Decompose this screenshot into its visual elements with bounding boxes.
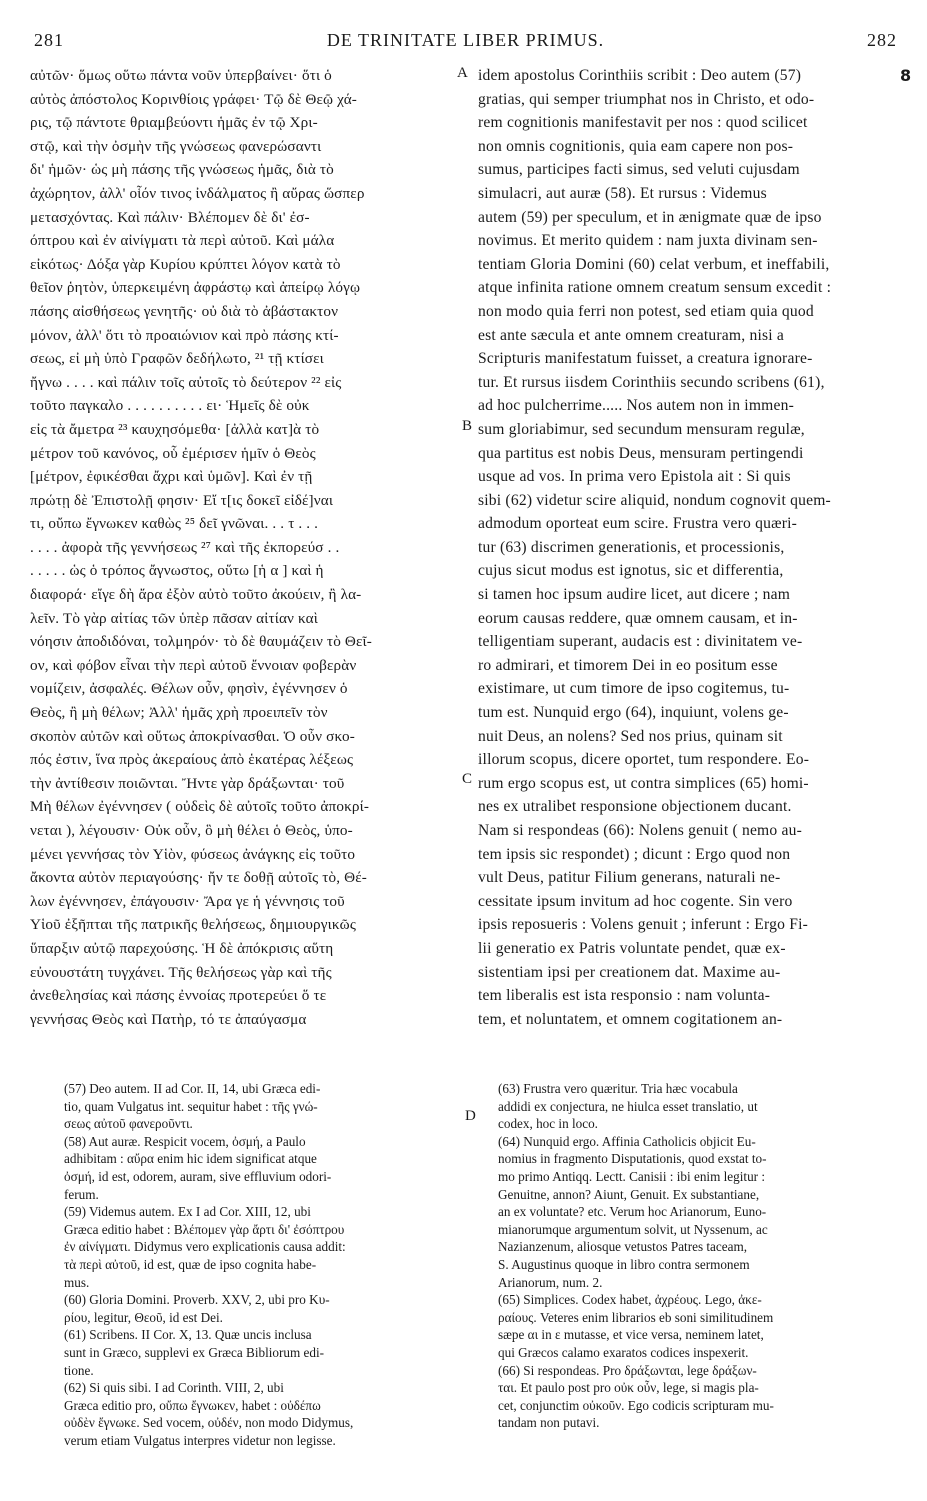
greek-text-line: τι, οὔπω ἔγνωκεν καθὼς ²⁵ δεῖ γνῶναι. . . τ . . . <box>30 515 319 533</box>
greek-text-line: . . . . ἀφορὰ τῆς γεννήσεως ²⁷ καὶ τῆς ἐκπορεύσ . . <box>30 538 340 556</box>
greek-text-line: ἀνεθελησίας καὶ πάσης ἐννοίας προτερεύει ὅ τε <box>30 987 327 1005</box>
greek-text-line: μέτρον τοῦ κανόνος, οὗ ἐμέρισεν ἡμῖν ὁ Θεὸς <box>30 444 316 462</box>
latin-text-line: atque infinita ratione omnem creatum sensum excedit : <box>478 279 832 297</box>
footnote-line: sæpe αι in ε mutasse, et vice versa, neminem latet, <box>498 1327 764 1343</box>
latin-text-line: tur (63) discrimen generationis, et processionis, <box>478 538 785 556</box>
latin-text-line: sistentiam ipsi per creationem dat. Maxime au- <box>478 963 781 981</box>
latin-text-line: nes ex utralibet responsione objectionem ducant. <box>478 798 792 816</box>
latin-text-line: tur. Et rursus iisdem Corinthiis secundo scribens (61), <box>478 373 825 391</box>
footnote-line: ὀσμή, id est, odorem, auram, sive effluvium odori- <box>64 1168 332 1184</box>
greek-text-line: αὐτῶν· ὅμως οὕτω πάντα νοῦν ὑπερβαίνει· ὅτι ὁ <box>30 67 332 84</box>
greek-text-line: μόνον, ἀλλ' ὅτι τὸ προαιώνιον καὶ πρὸ πάσης κτί- <box>30 326 339 344</box>
latin-text-line: autem (59) per speculum, et in ænigmate quæ de ipso <box>478 208 822 226</box>
footnote-line: verum etiam Vulgatus interpres videtur non legisse. <box>64 1432 336 1448</box>
greek-text-line: στῷ, καὶ τὴν ὀσμὴν τῆς γνώσεως φανερώσαντι <box>30 137 322 155</box>
greek-text-line: θεῖον ῥητὸν, ὑπερκειμένη ἀφράστῳ καὶ ἀπείρῳ λόγῳ <box>30 279 361 297</box>
greek-text-line: ὕπαρξιν αὐτῷ παρεχούσης. Ἡ δὲ ἀπόκρισις αὕτη <box>30 939 334 957</box>
footnote-line: ἐν αἰνίγματι. Didymus vero explicationis causa addit: <box>64 1239 346 1255</box>
greek-text-line: αὐτὸς ἀπόστολος Κορινθίοις γράφει· Τῷ δὲ Θεῷ χά- <box>30 90 358 108</box>
latin-text-line: lii generatio ex Patris voluntate pendet, quæ ex- <box>478 939 786 957</box>
footnote-line: Nazianzenum, aliosque vetustos Patres taceam, <box>498 1239 748 1255</box>
greek-text-line: εἰς τὰ ἄμετρα ²³ καυχησόμεθα· [ἀλλὰ κατ]ὰ τὸ <box>30 420 320 438</box>
footnote-line: S. Augustinus quoque in libro contra sermonem <box>498 1256 750 1272</box>
latin-text-line: si tamen hoc ipsum audire licet, aut dicere ; nam <box>478 586 791 604</box>
latin-text-line: tem, et noluntatem, et omnem cogitationem an- <box>478 1010 783 1028</box>
footnote-line: (60) Gloria Domini. Proverb. XXV, 2, ubi pro Κυ- <box>64 1292 330 1308</box>
footnote-line: mus. <box>64 1274 90 1290</box>
footnote-line: mo primo Antiqq. Lectt. Canisii : ibi enim legitur : <box>498 1168 766 1184</box>
greek-text-line: λων ἐγέννησεν, ἐπάγουσιν· Ἄρα γε ἡ γέννησις τοῦ <box>30 892 345 910</box>
latin-text-line: tem liberalis est ista responsio : nam volunta- <box>478 987 771 1005</box>
latin-text-line: sumus, participes facti simus, sed veluti cujusdam <box>478 161 800 179</box>
margin-ornament: 8 <box>900 66 912 85</box>
latin-text-column <box>478 64 893 1031</box>
latin-text-line: simulacri, aut auræ (58). Et rursus : Videmus <box>478 184 767 202</box>
footnote-line: ρίου, legitur, Θεοῦ, id est Dei. <box>64 1309 223 1325</box>
greek-text-column <box>30 64 458 1031</box>
footnote-line: Græca editio habet : Βλέπομεν γὰρ ἄρτι δι' ἐσόπτρου <box>64 1221 345 1237</box>
greek-text-line: πρώτῃ δὲ Ἐπιστολῇ φησιν· Εἴ τ[ις δοκεῖ εἰδέ]ναι <box>30 491 334 509</box>
latin-text-line: Nam si respondeas (66): Nolens genuit ( nemo au- <box>478 822 802 839</box>
greek-text-line: σκοπὸν αὐτῶν καὶ οὕτως ἀποκρίνασθαι. Ὁ οὖν σκο- <box>30 727 355 745</box>
margin-marker-a: A <box>457 65 468 81</box>
footnote-line: (64) Nunquid ergo. Affinia Catholicis objicit Eu- <box>498 1133 756 1149</box>
footnote-line: (58) Aut auræ. Respicit vocem, ὀσμή, a Paulo <box>64 1133 306 1149</box>
greek-text-line: εἰκότως· Δόξα γὰρ Κυρίου κρύπτει λόγον κατὰ τὸ <box>30 255 341 273</box>
greek-text-line: ον, καὶ φόβον εἶναι τὴν περὶ αὐτοῦ ἔννοιαν φοβερὰν <box>30 656 357 674</box>
running-head <box>34 30 897 56</box>
greek-text-line: μετασχόντας. Καὶ πάλιν· Βλέπομεν δὲ δι' ἐσ- <box>30 208 310 226</box>
latin-text-line: sibi (62) videtur scire aliquid, nondum cognovit quem- <box>478 491 831 509</box>
latin-text-line: qua partitus est nobis Deus, mensuram pertingendi <box>478 444 804 462</box>
greek-text-line: διαφορά· εἴγε δὴ ἄρα ἐξὸν αὐτὸ τοῦτο ἀκούειν, ἢ λα- <box>30 586 362 604</box>
greek-text-line: μένει γεννήσας τὸν Υἱὸν, φύσεως ἀνάγκης εἰς τοῦτο <box>30 845 356 863</box>
greek-text-line: εὐνουστάτη τυγχάνει. Τῆς θελήσεως γὰρ καὶ τῆς <box>30 963 332 981</box>
page-number-left: 281 <box>34 30 64 50</box>
footnote-line: (66) Si respondeas. Pro δράξωνται, lege δράξων- <box>498 1362 757 1378</box>
greek-text-line: πάσης αἰσθήσεως γενητῆς· οὐ διὰ τὸ ἀβάστακτον <box>30 302 339 320</box>
greek-text-line: ἤγνω . . . . καὶ πάλιν τοῖς αὐτοῖς τὸ δεύτερον ²² εἰς <box>30 373 342 391</box>
latin-text-line: cessitate ipsum invitum ad hoc cogente. Sin vero <box>478 892 793 910</box>
latin-text-line: cujus sicut modus est ignotus, sic et differentia, <box>478 562 784 580</box>
latin-text-line: existimare, ut cum timore de ipso cogitemus, tu- <box>478 680 790 698</box>
footnote-line: tione. <box>64 1362 94 1378</box>
greek-text-line: λεῖν. Τὸ γὰρ αἰτίας τῶν ὑπὲρ πᾶσαν αἰτίαν καὶ <box>30 609 319 627</box>
latin-text-line: Scripturis manifestatum fuisset, a creatura ignorare- <box>478 350 813 368</box>
greek-text-line: τοῦτο παγκαλο . . . . . . . . . . ει· Ἡμεῖς δὲ οὐκ <box>30 397 310 415</box>
margin-marker-d: D <box>465 1108 476 1124</box>
latin-text-line: vult Deus, patitur Filium generans, naturali ne- <box>478 869 781 887</box>
footnote-line: codex, hoc in loco. <box>498 1116 598 1132</box>
footnote-line: nomius in fragmento Disputationis, quod exstat to- <box>498 1151 767 1167</box>
latin-text-line: gratias, qui semper triumphat nos in Christo, et odo- <box>478 90 815 108</box>
margin-marker-b: B <box>462 418 473 434</box>
greek-text-line: νεται ), λέγουσιν· Οὐκ οὖν, ὃ μὴ θέλει ὁ Θεὸς, ὑπο- <box>30 822 353 839</box>
footnotes-right <box>498 1080 890 1432</box>
footnote-line: tio, quam Vulgatus int. sequitur habet : τῆς γνώ- <box>64 1098 318 1114</box>
latin-text-line: admodum oporteat eum scire. Frustra vero quæri- <box>478 515 798 533</box>
greek-text-line: Υἱοῦ ἐξῆπται τῆς πατρικῆς θελήσεως, δημιουργικῶς <box>30 916 356 934</box>
latin-text-line: ad hoc pulcherrime..... Nos autem non in immen- <box>478 397 794 415</box>
footnote-line: Græca editio pro, οὔπω ἔγνωκεν, habet : οὐδέπω <box>64 1397 321 1413</box>
latin-text-line: non modo quia ferri non potest, sed etiam quia quod <box>478 302 814 320</box>
footnote-line: sunt in Græco, supplevi ex Græca Bibliorum edi- <box>64 1344 325 1360</box>
latin-text-line: est ante sæcula et ante omnem creaturam, nisi a <box>478 326 785 344</box>
latin-text-line: rum ergo scopus est, ut contra simplices (65) homi- <box>478 774 809 792</box>
latin-text-line: tem ipsis sic respondet) ; dicunt : Ergo quod non <box>478 845 791 863</box>
greek-text-line: [μέτρον, ἐφικέσθαι ἄχρι καὶ ὑμῶν]. Καὶ ἐν τῇ <box>30 468 313 486</box>
footnotes-left <box>64 1080 456 1449</box>
latin-text-line: usque ad vos. In prima vero Epistola ait : Si quis <box>478 468 791 486</box>
greek-text-line: δι' ἡμῶν· ὡς μὴ πάσης τῆς γνώσεως ἡμᾶς, διὰ τὸ <box>30 161 334 179</box>
footnote-line: ραίους. Veteres enim librarios eb soni similitudinem <box>498 1309 774 1325</box>
greek-text-line: Μὴ θέλων ἐγέννησεν ( οὐδεὶς δὲ αὐτοῖς τοῦτο ἀποκρί- <box>30 798 370 816</box>
latin-text-line: eorum causas reddere, quæ omnem causam, et in- <box>478 609 798 627</box>
footnote-line: tandam non putavi. <box>498 1415 600 1431</box>
latin-text-line: tum est. Nunquid ergo (64), inquiunt, volens ge- <box>478 704 789 722</box>
footnote-line: (59) Videmus autem. Ex I ad Cor. XIII, 12, ubi <box>64 1204 311 1220</box>
greek-text-line: όπτρου καὶ ἐν αἰνίγματι τὰ περὶ αὐτοῦ. Καὶ μάλα <box>30 232 335 250</box>
greek-text-line: ρις, τῷ πάντοτε θριαμβεύοντι ἡμᾶς ἐν τῷ Χρι- <box>30 114 318 132</box>
footnote-line: addidi ex conjectura, ne hiulca esset translatio, ut <box>498 1098 758 1114</box>
greek-text-line: νομίζειν, ἀσφαλές. Θέλων οὖν, φησὶν, ἐγέννησεν ὁ <box>30 680 348 698</box>
footnote-line: οὐδὲν ἔγνωκε. Sed vocem, οὐδέν, non modo Didymus, <box>64 1415 354 1431</box>
greek-text-line: ἀχώρητον, ἀλλ' οἷόν τινος ἰνδάλματος ἢ αὔρας ὥσπερ <box>30 184 365 202</box>
latin-text-line: illorum scopus, dicere oportet, tum respondere. Eo- <box>478 751 810 769</box>
footnote-line: Arianorum, num. 2. <box>498 1274 603 1290</box>
latin-text-line: novimus. Et merito quidem : nam juxta divinam sen- <box>478 232 818 250</box>
footnote-line: qui Græcos calamo exaratos codices inspexerit. <box>498 1344 749 1360</box>
footnote-line: ferum. <box>64 1186 99 1202</box>
footnote-line: (57) Deo autem. II ad Cor. II, 14, ubi Græca edi- <box>64 1081 321 1096</box>
footnote-line: σεως αὐτοῦ φανεροῦντι. <box>64 1116 193 1132</box>
latin-text-line: idem apostolus Corinthiis scribit : Deo autem (57) <box>478 67 802 84</box>
greek-text-line: Θεὸς, ἢ μὴ θέλων; Ἀλλ' ἡμᾶς χρὴ προειπεῖν τὸν <box>30 704 328 722</box>
greek-text-line: ἄκοντα αὐτὸν περιαγούσης· ἤν τε δοθῇ αὐτοῖς τὸ, Θέ- <box>30 869 367 887</box>
footnote-line: Genuitne, annon? Aiunt, Genuit. Ex substantiane, <box>498 1186 760 1202</box>
latin-text-line: rem cognitionis manifestavit per nos : quod scilicet <box>478 114 808 132</box>
latin-text-line: telligentiam superant, audacis est : divinitatem ve- <box>478 633 803 651</box>
latin-text-line: non omnis cognitionis, quia eam capere non pos- <box>478 137 794 155</box>
latin-text-line: tentiam Gloria Domini (60) celat verbum, et ineffabili, <box>478 255 830 273</box>
footnote-line: cet, conjunctim οὐκοῦν. Ego codicis scripturam mu- <box>498 1397 774 1413</box>
greek-text-line: σεως, εἰ μὴ ὑπὸ Γραφῶν δεδήλωτο, ²¹ τῇ κτίσει <box>30 350 324 368</box>
latin-text-line: nuit Deus, an nolens? Sed nos prius, quinam sit <box>478 727 783 745</box>
page-number-right: 282 <box>867 30 897 50</box>
footnote-line: ται. Et paulo post pro οὐκ οὖν, lege, si magis pla- <box>498 1380 759 1396</box>
footnote-line: mianorumque argumentum solvit, ut Nyssenum, ac <box>498 1221 768 1237</box>
latin-text-line: ipsis reposueris : Volens genuit ; inferunt : Ergo Fi- <box>478 916 809 934</box>
footnote-line: (63) Frustra vero quæritur. Tria hæc vocabula <box>498 1081 738 1096</box>
page-title: DE TRINITATE LIBER PRIMUS. <box>326 30 605 50</box>
greek-text-line: νόησιν ἀποδιδόναι, τολμηρόν· τὸ δὲ θαυμάζειν τὸ Θεῖ- <box>30 633 372 651</box>
margin-marker-c: C <box>462 771 473 787</box>
footnote-line: (65) Simplices. Codex habet, ἀχρέους. Lego, ἀκε- <box>498 1292 762 1308</box>
greek-text-line: πός ἐστιν, ἵνα πρὸς ἀκεραίους ἀπὸ ἑκατέρας λέξεως <box>30 751 354 769</box>
footnote-line: (62) Si quis sibi. I ad Corinth. VIII, 2, ubi <box>64 1380 284 1396</box>
footnote-line: an ex voluntate? etc. Verum hoc Arianorum, Euno- <box>498 1204 767 1220</box>
latin-text-line: ro admirari, et timorem Dei in eo positum esse <box>478 656 778 674</box>
greek-text-line: . . . . . ὡς ὁ τρόπος ἄγνωστος, οὕτω [ἡ α ] καὶ ἡ <box>30 562 324 580</box>
greek-text-line: γεννήσας Θεὸς καὶ Πατὴρ, τό τε ἀπαύγασμα <box>30 1010 307 1028</box>
greek-text-line: τὴν ἀντίθεσιν ποιῶνται. Ἤντε γὰρ δράξωνται· τοῦ <box>30 774 345 792</box>
footnote-line: τὰ περὶ αὐτοῦ, id est, quæ de ipso cognita habe- <box>64 1256 317 1272</box>
footnote-line: (61) Scribens. II Cor. X, 13. Quæ uncis inclusa <box>64 1327 312 1343</box>
footnote-line: adhibitam : αὔρα enim hic idem significat atque <box>64 1151 317 1167</box>
latin-text-line: sum gloriabimur, sed secundum mensuram regulæ, <box>478 420 805 438</box>
